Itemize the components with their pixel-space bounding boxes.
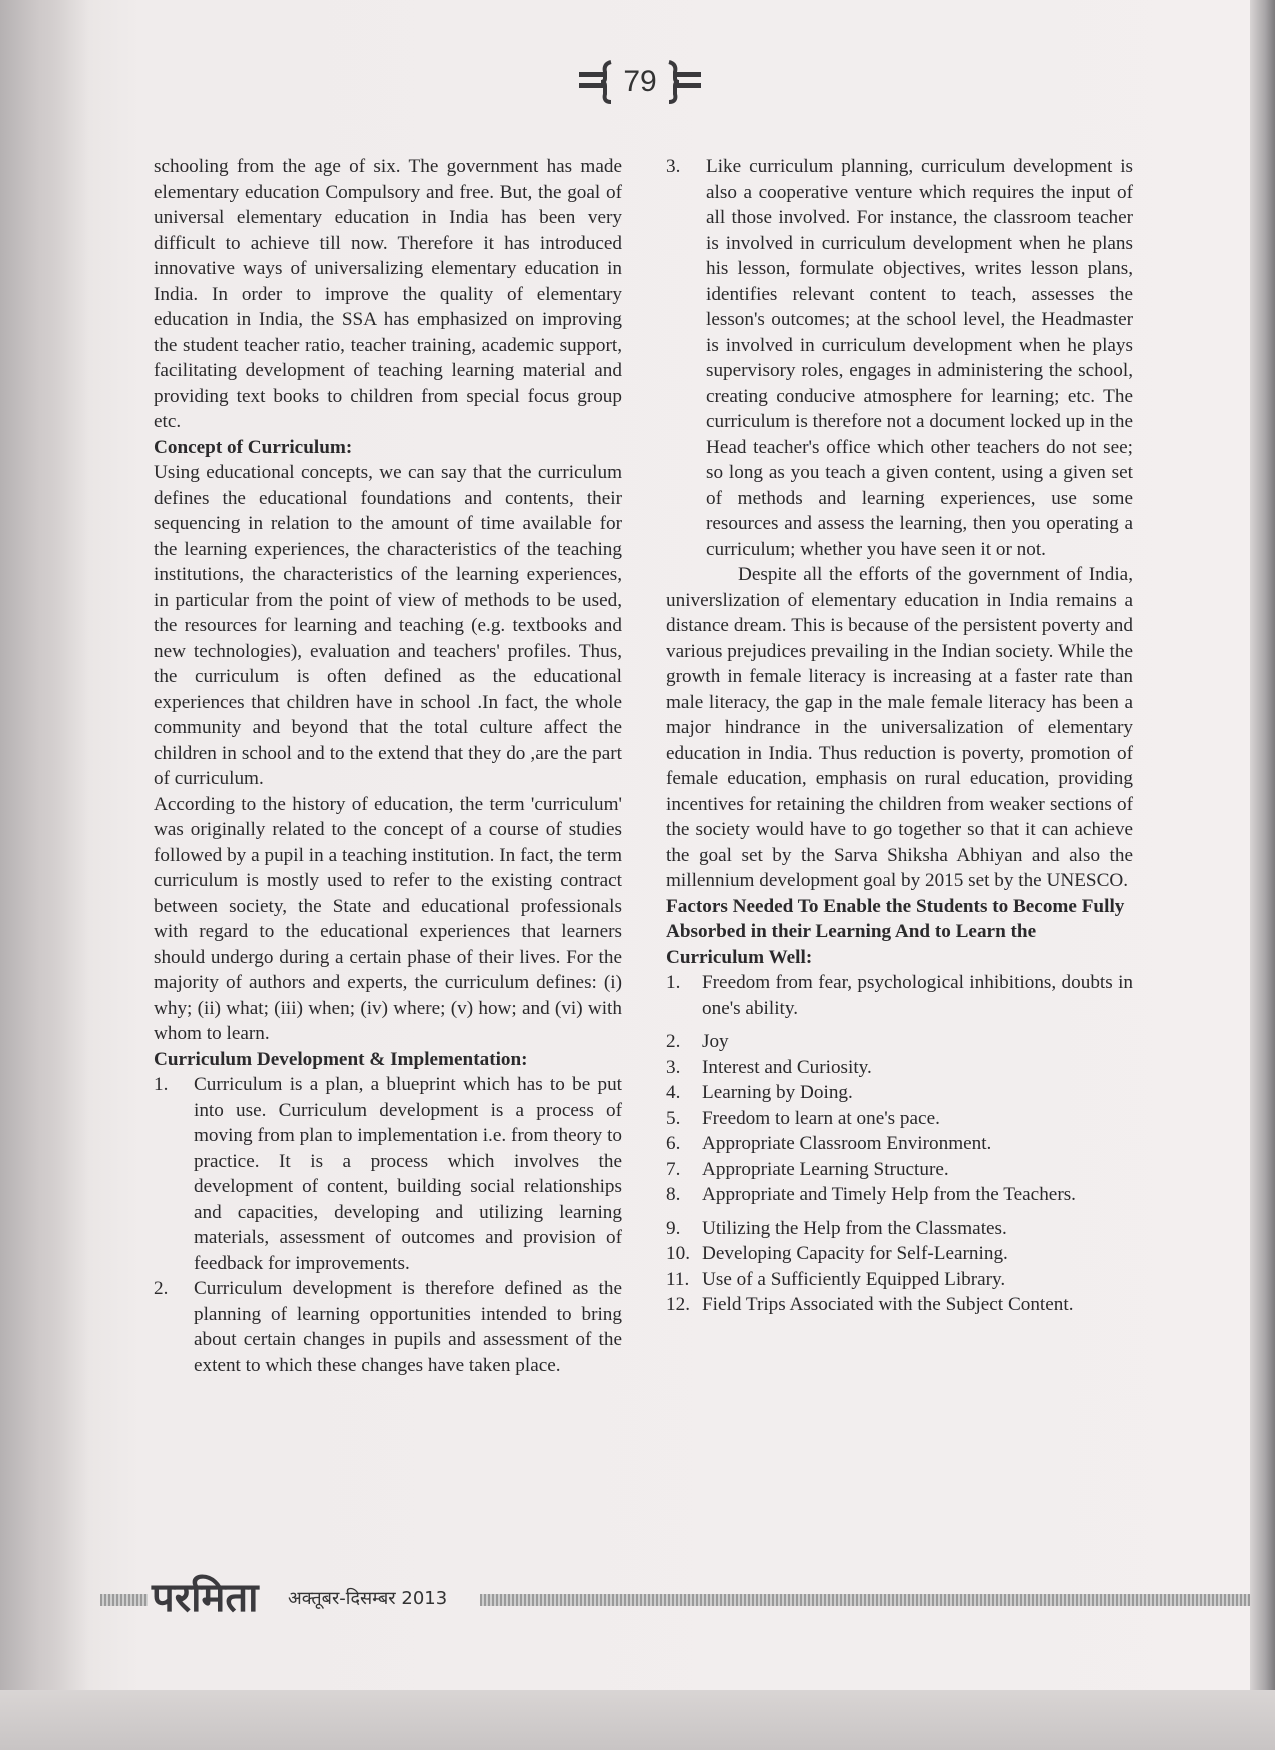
list-item-text: Freedom from fear, psychological inhibitions, doubts in one's ability.: [702, 972, 1133, 1019]
magazine-logo: परमिता: [152, 1575, 259, 1621]
list-item-number: 1.: [154, 1074, 169, 1095]
list-item-text: Developing Capacity for Self-Learning.: [702, 1243, 1008, 1264]
list-item-text: Utilizing the Help from the Classmates.: [702, 1217, 1007, 1239]
list-item-text: Like curriculum planning, curriculum development is also a cooperative venture which requires the input of all those involved. For instance, the classroom teacher is involved in curriculum development when he plans his lesson, formulate objectives, writes lesson plans, identifies relevant content to teach, assesses the lesson's outcomes; at the school level, the Headmaster is involved in curriculum development when he plays supervisory roles, engages in administering the school, creating conducive atmosphere for learning; etc. The curriculum is therefore not a document locked up in the Head teacher's office which other teachers do not see; so long as you teach a given content, using a given set of methods and learning experiences, use some resources and assess the learning, then you operating a curriculum; whether you have seen it or not.: [706, 156, 1133, 560]
paragraph-ssa: schooling from the age of six. The government has made elementary education Compulsory and free. But, the goal of universal elementary education in India has been very difficult to achieve till now. Therefore it has introduced innovative ways of universalizing elementary education in India. In order to improve the quality of elementary education in India, the SSA has emphasized on improving the student teacher ratio, teacher training, academic support, facilitating development of teaching learning material and providing text books to children from special focus group etc.: [154, 156, 622, 432]
right-bracket-ornament-icon: [663, 60, 703, 104]
list-item-number: 12.: [666, 1294, 690, 1315]
list-item-number: 5.: [666, 1107, 681, 1129]
list-item-text: Joy: [702, 1031, 729, 1052]
right-column: [666, 154, 1133, 1318]
list-item: [666, 1131, 1133, 1157]
list-item: [666, 1182, 1133, 1216]
left-bracket-ornament-icon: [577, 60, 617, 104]
list-item-number: 11.: [666, 1268, 690, 1290]
list-item: [666, 1055, 1133, 1081]
list-item-number: 2.: [666, 1031, 681, 1052]
list-item-text: Curriculum is a plan, a blueprint which has to be put into use. Curriculum development is a process of moving from plan to implementation i.e. from theory to practice. It is a process which involves the development of content, building social relationships and capacities, developing and utilizing learning materials, assessment of outcomes and provision of feedback for improvements.: [194, 1074, 622, 1274]
page-footer: [100, 1575, 1250, 1621]
list-item: [666, 1241, 1133, 1267]
book-spine-shadow: [0, 0, 90, 1750]
heading-concept-of-curriculum: Concept of Curriculum:: [154, 436, 353, 458]
list-item: [666, 1080, 1133, 1106]
list-item-text: Freedom to learn at one's pace.: [702, 1107, 940, 1129]
list-item-number: 1.: [666, 972, 681, 993]
list-item-text: Appropriate Classroom Environment.: [702, 1133, 992, 1154]
footer-rule-right: [480, 1594, 1250, 1606]
development-list: [154, 1072, 622, 1378]
list-item-text: Use of a Sufficiently Equipped Library.: [702, 1268, 1006, 1290]
development-list-continued: [666, 154, 1133, 562]
list-item: [666, 1267, 1133, 1293]
list-item-number: 7.: [666, 1158, 681, 1180]
issue-date: अक्तूबर-दिसम्बर 2013: [288, 1588, 448, 1609]
page-number: 79: [623, 65, 657, 98]
heading-curriculum-development: Curriculum Development & Implementation:: [154, 1048, 528, 1070]
list-item-text: Appropriate and Timely Help from the Teachers.: [702, 1184, 1076, 1205]
paragraph-curriculum-definition: Using educational concepts, we can say that the curriculum defines the educational foundations and contents, their sequencing in relation to the amount of time available for the learning experiences, the characteristics of the teaching institutions, the characteristics of the learning experiences, in particular from the point of view of methods to be used, the resources for learning and teaching (e.g. textbooks and new technologies), evaluation and teachers' profiles. Thus, the curriculum is often defined as the educational experiences that children have in school .In fact, the whole community and beyond that the total culture affect the children in school and to the extend that they do ,are the part of curriculum.: [154, 462, 622, 789]
list-item-number: 4.: [666, 1082, 681, 1103]
list-item: [666, 1157, 1133, 1183]
list-item: [666, 970, 1133, 1029]
list-item: [666, 1292, 1133, 1318]
list-item-number: 10.: [666, 1243, 690, 1264]
paragraph-universalization: Despite all the efforts of the government of India, universlization of elementary education in India remains a distance dream. This is because of the persistent poverty and various prejudices prevailing in the Indian society. While the growth in female literacy is increasing at a faster rate than male literacy, the gap in the male female literacy has been a major hindrance in the universalization of elementary education in India. Thus reduction is poverty, promotion of female education, emphasis on rural education, providing incentives for retaining the children from weaker sections of the society would have to go together so that it can achieve the goal set by the Sarva Shiksha Abhiyan and also the millennium development goal by 2015 set by the UNESCO.: [666, 564, 1133, 891]
list-item-number: 2.: [154, 1278, 169, 1299]
list-item-text: Appropriate Learning Structure.: [702, 1158, 949, 1180]
list-item-text: Learning by Doing.: [702, 1082, 853, 1103]
list-item-text: Field Trips Associated with the Subject Content.: [702, 1294, 1074, 1315]
list-item: [666, 154, 1133, 562]
factors-list: [666, 970, 1133, 1318]
footer-rule-left: [100, 1594, 148, 1606]
list-item-number: 6.: [666, 1133, 681, 1154]
list-item-number: 3.: [666, 156, 681, 177]
bottom-shadow: [0, 1690, 1275, 1750]
list-item-text: Curriculum development is therefore defined as the planning of learning opportunities intended to bring about certain changes in pupils and assessment of the extent to which these changes have taken place.: [194, 1278, 622, 1376]
list-item: [666, 1029, 1133, 1055]
list-item-number: 9.: [666, 1217, 681, 1239]
left-column: [154, 154, 622, 1378]
list-item: [666, 1216, 1133, 1242]
list-item-number: 8.: [666, 1184, 681, 1205]
list-item-number: 3.: [666, 1056, 681, 1078]
list-item: [154, 1276, 622, 1378]
page-edge: [1250, 0, 1275, 1750]
heading-factors: Factors Needed To Enable the Students to Become Fully Absorbed in their Learning And to Learn the Curriculum Well:: [666, 895, 1125, 968]
list-item-text: Interest and Curiosity.: [702, 1056, 872, 1078]
list-item: [666, 1106, 1133, 1132]
paragraph-curriculum-history: According to the history of education, the term 'curriculum' was originally related to the concept of a course of studies followed by a pupil in a teaching institution. In fact, the term curriculum is mostly used to refer to the existing contract between society, the State and educational professionals with regard to the educational experiences that learners should undergo during a certain phase of their lives. For the majority of authors and experts, the curriculum defines: (i) why; (ii) what; (iii) when; (iv) where; (v) how; and (vi) with whom to learn.: [154, 793, 622, 1044]
page-header: [560, 52, 720, 112]
list-item: [154, 1072, 622, 1276]
